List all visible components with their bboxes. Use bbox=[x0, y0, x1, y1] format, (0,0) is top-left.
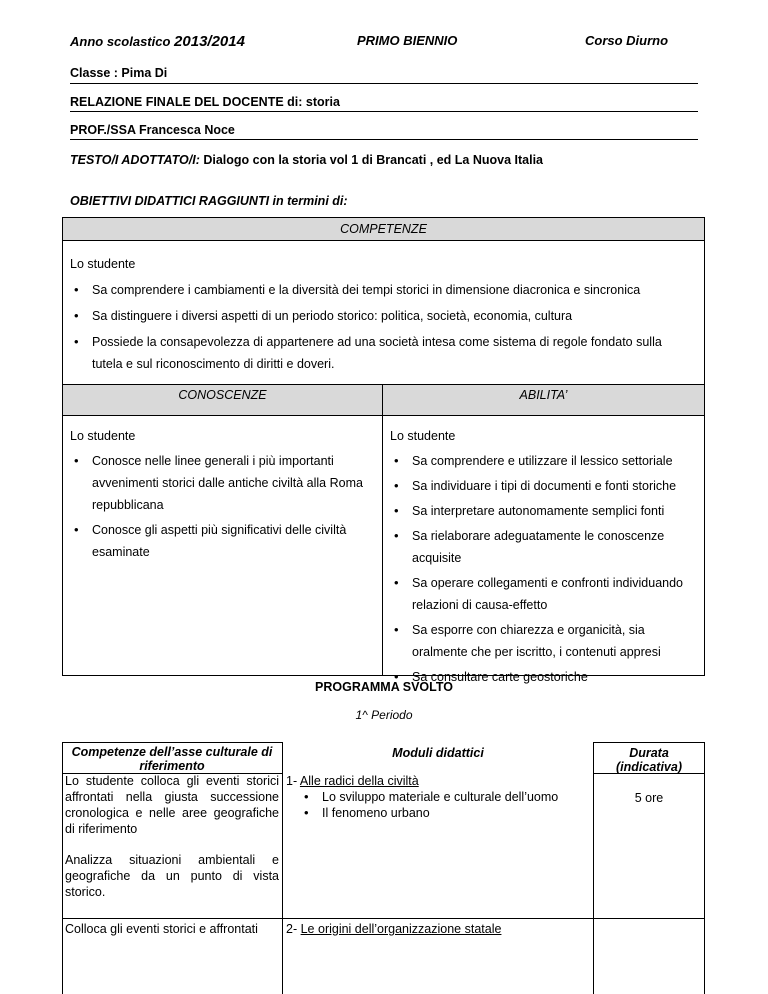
table-border bbox=[593, 742, 705, 743]
competenze-intro: Lo studente bbox=[70, 257, 136, 271]
school-year bbox=[70, 33, 245, 50]
list-item: • Il fenomeno urbano bbox=[300, 805, 586, 821]
abilita-intro: Lo studente bbox=[390, 429, 456, 443]
conoscenze-content bbox=[70, 425, 370, 563]
programma-title: PROGRAMMA SVOLTO bbox=[315, 680, 453, 694]
testi-line bbox=[70, 153, 698, 167]
list-item: • Possiede la consapevolezza di appartenere ad una società intesa come sistema di regole fondato sulla tutela e sul riconoscimento di diritti e doveri. bbox=[70, 331, 684, 375]
biennio-label: PRIMO BIENNIO bbox=[357, 33, 458, 48]
school-year-value: 2013/2014 bbox=[174, 33, 245, 50]
abilita-list bbox=[390, 450, 695, 688]
divider bbox=[70, 111, 698, 112]
corso-label: Corso Diurno bbox=[585, 33, 669, 48]
list-item: • Sa operare collegamenti e confronti individuando relazioni di causa-effetto bbox=[390, 572, 695, 616]
competenze-title: COMPETENZE bbox=[63, 218, 704, 241]
list-item: • Sa interpretare autonomamente semplici fonti bbox=[390, 500, 695, 522]
table-border bbox=[704, 742, 705, 994]
competenze-content bbox=[63, 241, 704, 375]
table-border bbox=[62, 742, 63, 994]
testi-value: Dialogo con la storia vol 1 di Brancati , ed La Nuova Italia bbox=[199, 153, 543, 167]
list-item: • Sa rielaborare adeguatamente le conoscenze acquisite bbox=[390, 525, 695, 569]
list-item: • Sa comprendere i cambiamenti e la diversità dei tempi storici in dimensione diacronica e sincronica bbox=[70, 279, 684, 301]
row1-durata: 5 ore bbox=[634, 791, 664, 805]
table-border bbox=[593, 742, 594, 994]
row2-modulo-number: 2- bbox=[286, 922, 298, 936]
periodo-label: 1^ Periodo bbox=[355, 708, 413, 722]
col-moduli-header: Moduli didattici bbox=[392, 746, 484, 760]
table-border bbox=[282, 742, 283, 994]
row1-modulo-title: Alle radici della civiltà bbox=[299, 774, 419, 788]
obiettivi-heading: OBIETTIVI DIDATTICI RAGGIUNTI in termini di: bbox=[70, 194, 348, 208]
row2-modulo bbox=[286, 921, 586, 937]
list-item: • Sa comprendere e utilizzare il lessico settoriale bbox=[390, 450, 695, 472]
col-durata-header: Durata (indicativa) bbox=[616, 746, 682, 774]
conoscenze-abilita-box bbox=[62, 384, 705, 684]
divider bbox=[70, 139, 698, 140]
competenze-list bbox=[70, 279, 684, 375]
abilita-title: ABILITA’ bbox=[519, 388, 568, 402]
row1-competenza-a: Lo studente colloca gli eventi storici affrontati nella giusta successione cronologica e nelle aree geografiche di riferimento bbox=[65, 774, 279, 836]
relazione-line: RELAZIONE FINALE DEL DOCENTE di: storia bbox=[70, 95, 340, 109]
list-item: • Sa esporre con chiarezza e organicità, sia oralmente che per iscritto, i contenuti appresi bbox=[390, 619, 695, 663]
list-item: • Lo sviluppo materiale e culturale dell’uomo bbox=[300, 789, 586, 805]
list-item: • Sa consultare carte geostoriche bbox=[390, 666, 695, 688]
row1-modulo-number: 1- bbox=[286, 774, 298, 788]
list-item: • Conosce nelle linee generali i più importanti avvenimenti storici dalle antiche civiltà alla Roma repubblicana bbox=[70, 450, 370, 516]
conoscenze-list bbox=[70, 450, 370, 563]
list-item: • Conosce gli aspetti più significativi delle civiltà esaminate bbox=[70, 519, 370, 563]
conoscenze-intro: Lo studente bbox=[70, 429, 136, 443]
row2-modulo-title: Le origini dell’organizzazione statale bbox=[300, 922, 502, 936]
list-item: • Sa individuare i tipi di documenti e fonti storiche bbox=[390, 475, 695, 497]
column-divider bbox=[382, 385, 383, 675]
programma-table bbox=[62, 742, 705, 994]
school-year-label: Anno scolastico bbox=[70, 34, 171, 49]
table-border bbox=[62, 918, 705, 919]
conoscenze-title: CONOSCENZE bbox=[178, 388, 267, 402]
row1-modulo-list bbox=[300, 789, 586, 821]
row1-competenza-b: Analizza situazioni ambientali e geografiche da un punto di vista storico. bbox=[65, 853, 279, 899]
testi-label: TESTO/I ADOTTATO/I: bbox=[70, 153, 200, 167]
competenze-box bbox=[62, 217, 705, 385]
row2-competenza: Colloca gli eventi storici e affrontati bbox=[65, 922, 258, 936]
classe-line: Classe : Pima Di bbox=[70, 66, 168, 80]
table-border bbox=[62, 742, 282, 743]
list-item: • Sa distinguere i diversi aspetti di un periodo storico: politica, società, economia, cultura bbox=[70, 305, 684, 327]
row1-modulo bbox=[286, 773, 586, 821]
prof-line: PROF./SSA Francesca Noce bbox=[70, 123, 235, 137]
col-competenze-header: Competenze dell’asse culturale di riferimento bbox=[71, 745, 273, 773]
abilita-content bbox=[390, 425, 695, 688]
divider bbox=[70, 83, 698, 84]
